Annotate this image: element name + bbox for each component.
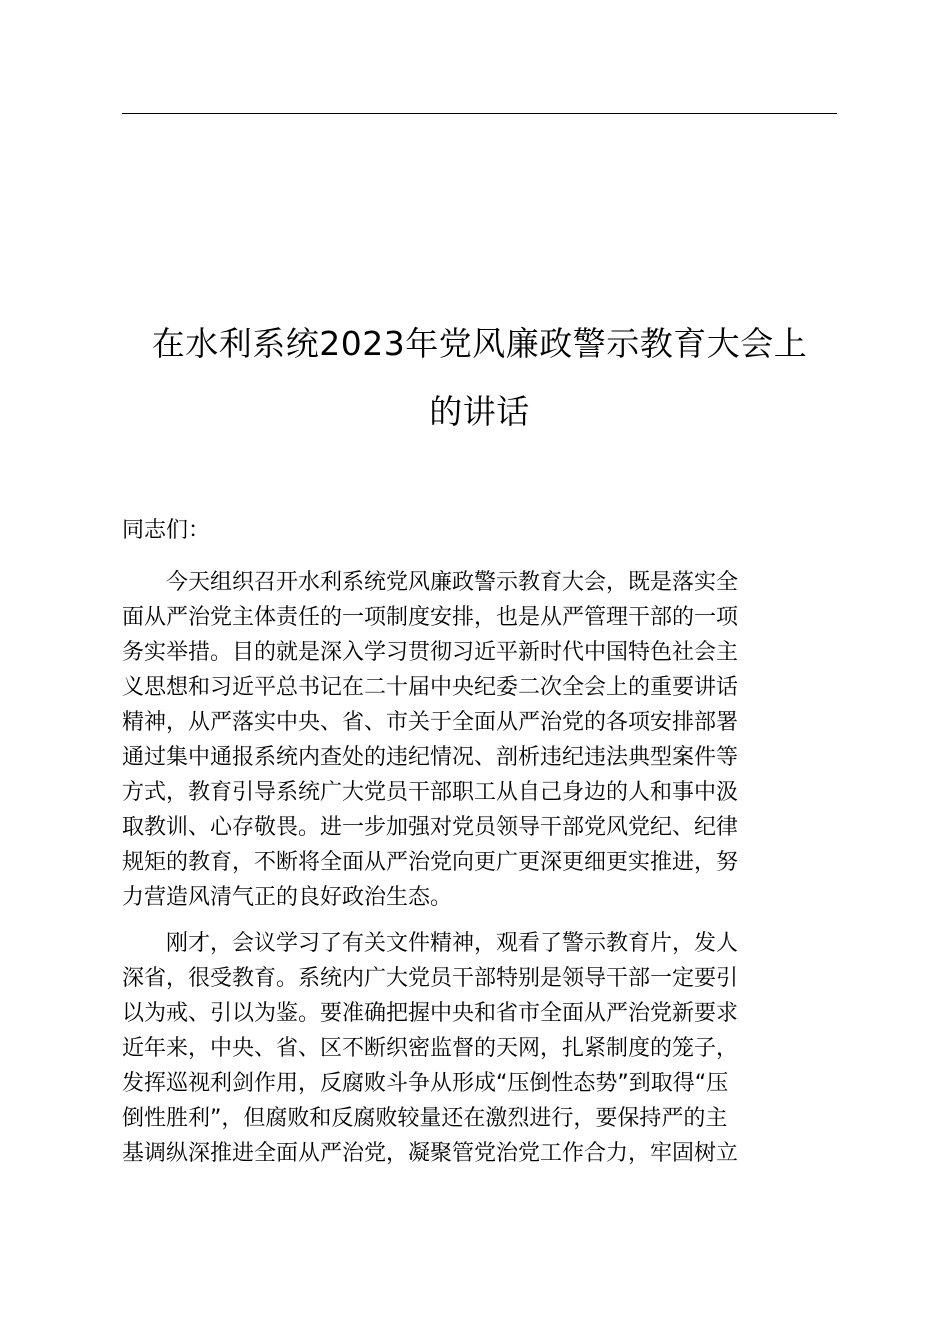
greeting-text: 同志们：: [122, 518, 211, 543]
paragraph-1-line: 精神，从严落实中央、省、市关于全面从严治党的各项安排部署: [122, 710, 739, 735]
paragraph-1: [122, 565, 837, 915]
paragraph-1-line: 方式，教育引导系统广大党员干部职工从自己身边的人和事中汲: [122, 780, 739, 805]
paragraph-1-line: 力营造风清气正的良好政治生态。: [122, 885, 453, 910]
paragraph-1-line: 通过集中通报系统内查处的违纪情况、剖析违纪违法典型案件等: [122, 745, 739, 770]
paragraph-2-line: 基调纵深推进全面从严治党，凝聚管党治党工作合力，牢固树立: [122, 1141, 739, 1166]
paragraph-1-line: 今天组织召开水利系统党风廉政警示教育大会，既是落实全: [166, 570, 739, 595]
paragraph-1-line: 面从严治党主体责任的一项制度安排，也是从严管理干部的一项: [122, 605, 739, 630]
paragraph-2-line: 倒性胜利”，但腐败和反腐败较量还在激烈进行，要保持严的主: [122, 1106, 728, 1131]
paragraph-1-line: 义思想和习近平总书记在二十届中央纪委二次全会上的重要讲话: [122, 675, 739, 700]
document-title-line-1: 在水利系统2023年党风廉政警示教育大会上: [151, 324, 808, 363]
header-rule: [122, 113, 837, 114]
paragraph-1-line: 务实举措。目的就是深入学习贯彻习近平新时代中国特色社会主: [122, 640, 739, 665]
greeting: [122, 513, 837, 548]
paragraph-2-line: 近年来，中央、省、区不断织密监督的天网，扎紧制度的笼子，: [122, 1036, 739, 1061]
paragraph-2-line: 发挥巡视利剑作用，反腐败斗争从形成“压倒性态势”到取得“压: [122, 1071, 729, 1096]
paragraph-2: [122, 926, 837, 1171]
paragraph-1-line: 规矩的教育，不断将全面从严治党向更广更深更细更实推进，努: [122, 850, 739, 875]
document-title-line-2: 的讲话: [429, 392, 530, 431]
paragraph-2-line: 刚才，会议学习了有关文件精神，观看了警示教育片，发人: [166, 931, 739, 956]
paragraph-2-line: 以为戒、引以为鉴。要准确把握中央和省市全面从严治党新要求: [122, 1001, 739, 1026]
paragraph-2-line: 深省，很受教育。系统内广大党员干部特别是领导干部一定要引: [122, 966, 739, 991]
paragraph-1-line: 取教训、心存敬畏。进一步加强对党员领导干部党风党纪、纪律: [122, 815, 739, 840]
